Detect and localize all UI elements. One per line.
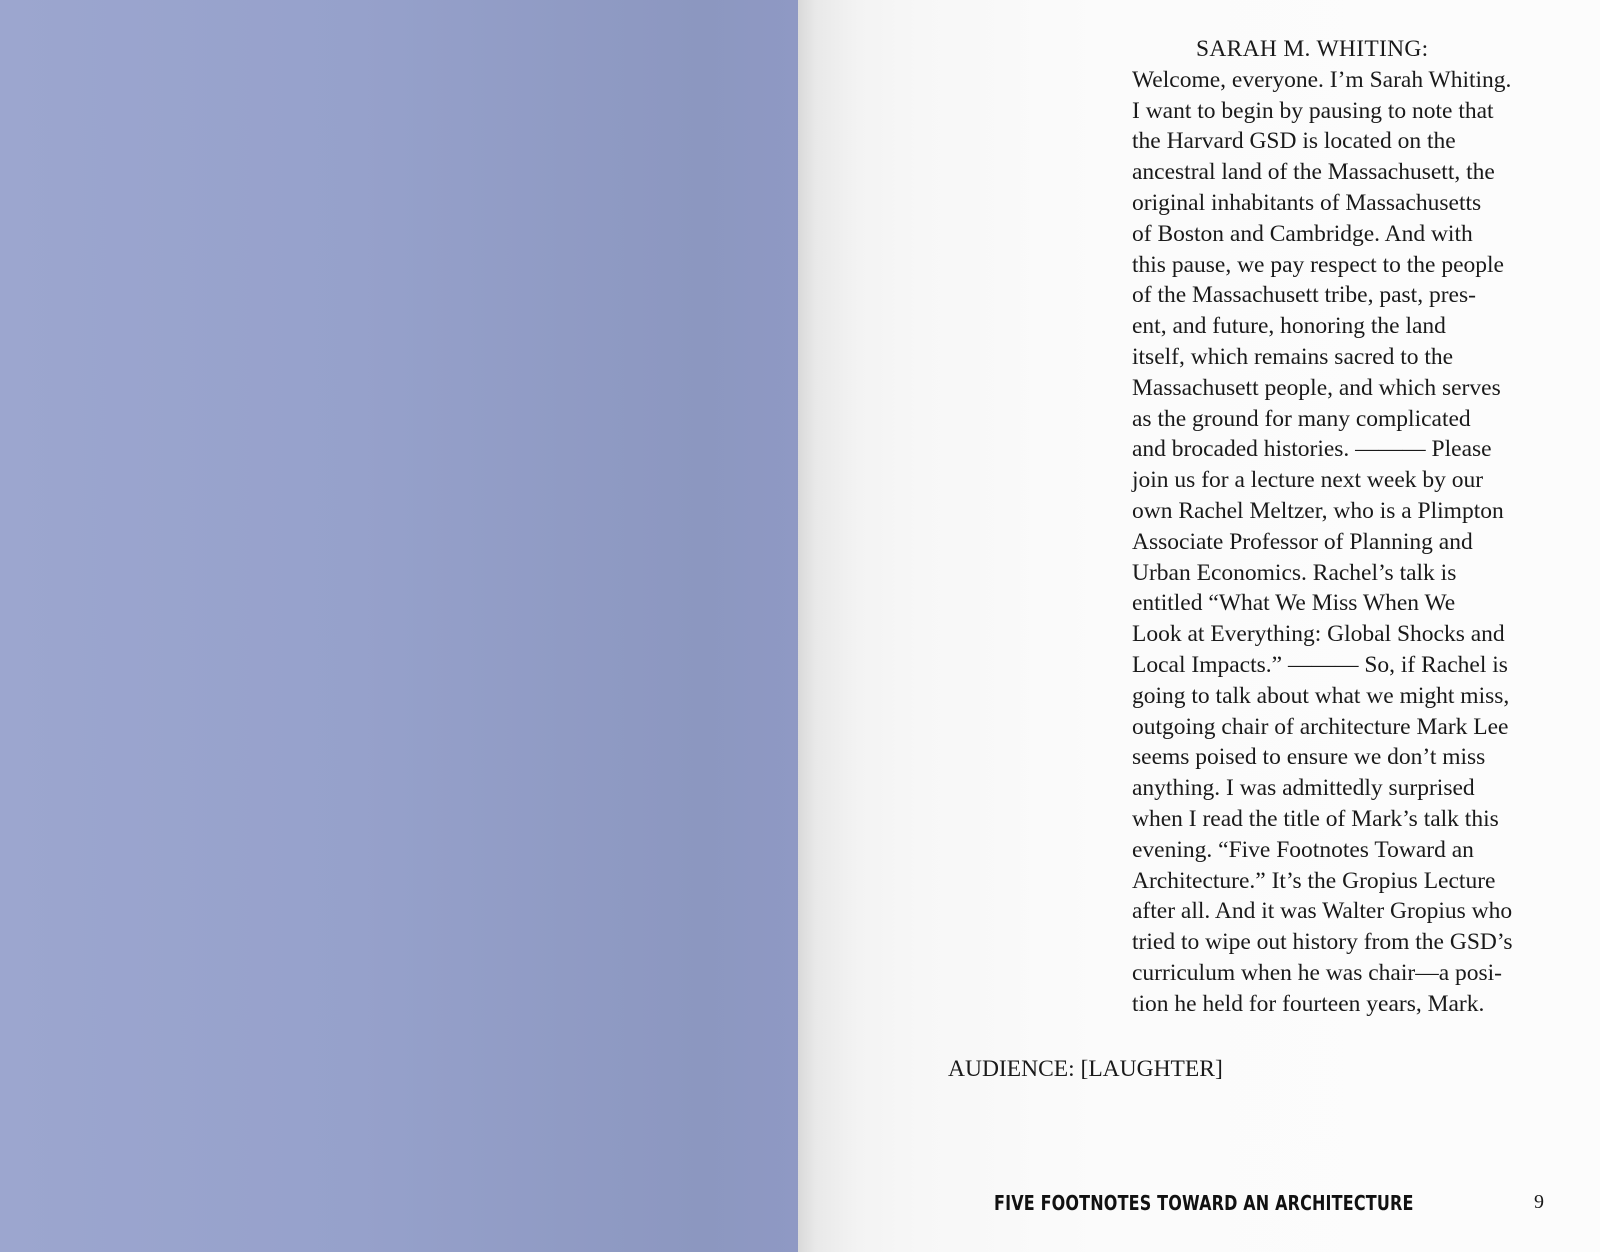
text-line: Look at Everything: Global Shocks and — [1132, 621, 1505, 648]
text-line: own Rachel Meltzer, who is a Plimpton — [1132, 497, 1504, 524]
text-line: anything. I was admittedly surprised — [1132, 775, 1475, 802]
left-page-blank — [0, 0, 798, 1252]
text-line: of the Massachusett tribe, past, pres- — [1132, 282, 1476, 309]
text-line: and brocaded histories. ——— Please — [1132, 436, 1492, 463]
text-line: Local Impacts.” ——— So, if Rachel is — [1132, 651, 1508, 678]
text-line: seems poised to ensure we don’t miss — [1132, 744, 1486, 771]
text-line: ent, and future, honoring the land — [1132, 313, 1446, 340]
text-line: join us for a lecture next week by our — [1132, 467, 1484, 494]
text-line: when I read the title of Mark’s talk this — [1132, 805, 1499, 832]
text-line: of Boston and Cambridge. And with — [1132, 220, 1473, 247]
text-line: Associate Professor of Planning and — [1132, 528, 1473, 555]
running-title: FIVE FOOTNOTES TOWARD AN ARCHITECTURE — [994, 1191, 1414, 1215]
text-line: I want to begin by pausing to note that — [1132, 97, 1494, 124]
text-line: tion he held for fourteen years, Mark. — [1132, 990, 1485, 1017]
text-line: Architecture.” It’s the Gropius Lecture — [1132, 867, 1496, 894]
text-line: this pause, we pay respect to the people — [1132, 251, 1504, 278]
speaker-passage — [1132, 34, 1552, 1020]
text-line: original inhabitants of Massachusetts — [1132, 189, 1482, 216]
text-line: the Harvard GSD is located on the — [1132, 128, 1456, 155]
page-number: 9 — [1534, 1191, 1544, 1213]
text-line: curriculum when he was chair—a posi- — [1132, 959, 1502, 986]
text-line: as the ground for many complicated — [1132, 405, 1471, 432]
text-line: evening. “Five Footnotes Toward an — [1132, 836, 1474, 863]
right-page — [798, 0, 1600, 1252]
text-line: Urban Economics. Rachel’s talk is — [1132, 559, 1457, 586]
text-line: going to talk about what we might miss, — [1132, 682, 1510, 709]
text-line: Massachusett people, and which serves — [1132, 374, 1501, 401]
speaker-name: SARAH M. WHITING: — [1196, 36, 1429, 62]
audience-reaction: AUDIENCE: [LAUGHTER] — [948, 1056, 1223, 1082]
text-line: after all. And it was Walter Gropius who — [1132, 898, 1513, 925]
text-line: ancestral land of the Massachusett, the — [1132, 159, 1495, 186]
text-line: outgoing chair of architecture Mark Lee — [1132, 713, 1509, 740]
text-line: tried to wipe out history from the GSD’s — [1132, 929, 1513, 956]
text-line: Welcome, everyone. I’m Sarah Whiting. — [1132, 66, 1512, 93]
text-line: itself, which remains sacred to the — [1132, 343, 1454, 370]
text-line: entitled “What We Miss When We — [1132, 590, 1456, 617]
